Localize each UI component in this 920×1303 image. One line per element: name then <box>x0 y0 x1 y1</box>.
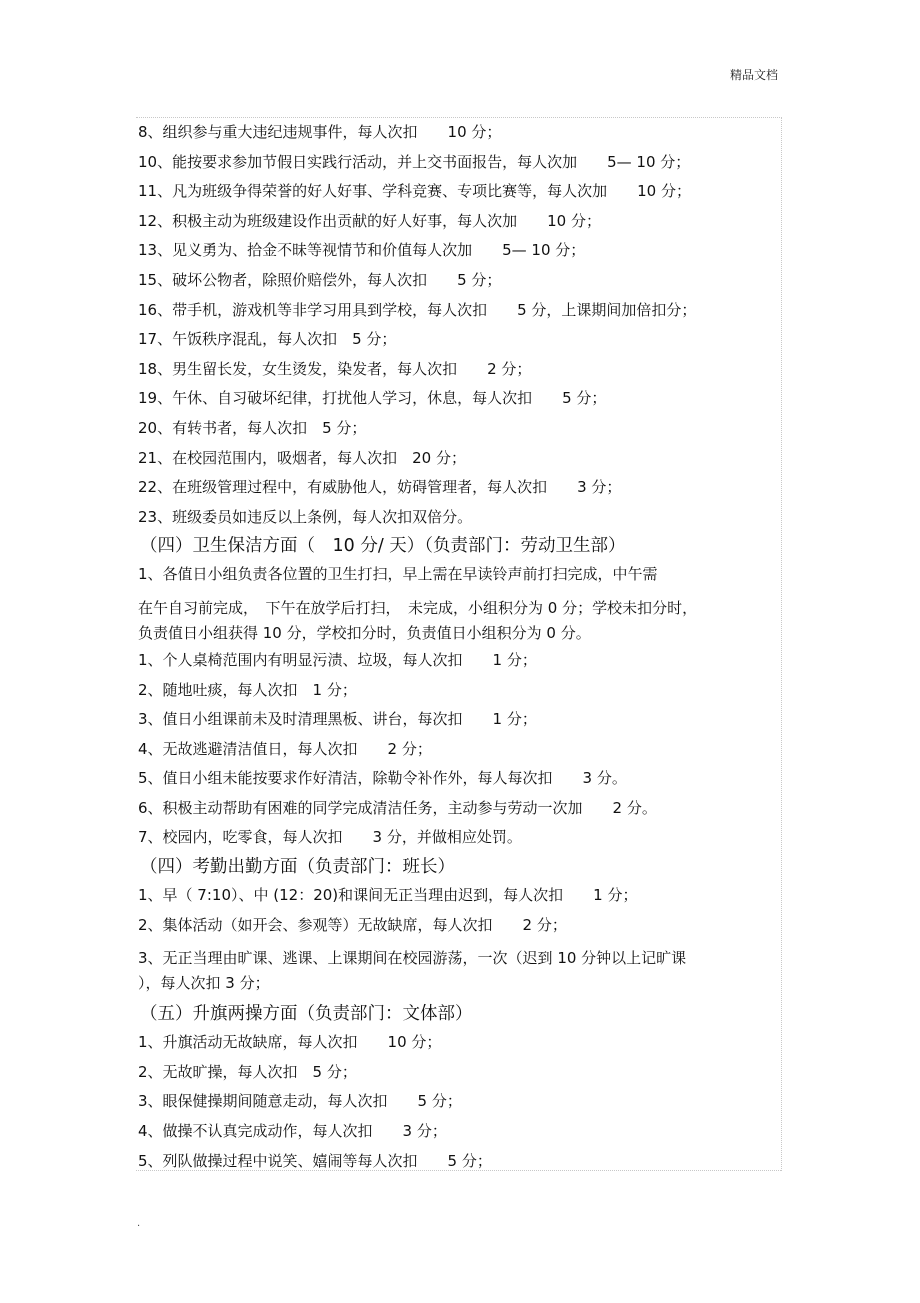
rule-line: 8、组织参与重大违纪违规事件，每人次扣 10 分； <box>138 123 502 141</box>
rule-line: 18、男生留长发，女生烫发，染发者，每人次扣 2 分； <box>138 359 532 378</box>
rule-line: 2、集体活动（如开会、参观等）无故缺席，每人次扣 2 分； <box>138 915 567 934</box>
rule-line: 11、凡为班级争得荣誉的好人好事、学科竞赛、专项比赛等，每人次加 10 分； <box>138 182 691 201</box>
paragraph-line: 在午自习前完成， 下午在放学后打扫， 未完成，小组积分为 0 分；学校未扣分时， <box>138 598 698 617</box>
rule-line: 2、随地吐痰，每人次扣 1 分； <box>138 680 357 699</box>
section-heading-attendance: （四）考勤出勤方面（负责部门：班长） <box>140 857 455 878</box>
rule-line: 19、午休、自习破坏纪律，打扰他人学习，休息，每人次扣 5 分； <box>138 389 607 408</box>
footer-mark: . <box>137 1218 141 1229</box>
rule-line: 15、破坏公物者，除照价赔偿外，每人次扣 5 分； <box>138 270 502 289</box>
rule-line-continued: ），每人次扣 3 分； <box>138 974 270 993</box>
rule-line: 1、早（ 7:10）、中 (12：20)和课间无正当理由迟到，每人次扣 1 分； <box>138 886 638 905</box>
paragraph-line: 负责值日小组获得 10 分，学校扣分时，负责值日小组积分为 0 分。 <box>138 623 591 642</box>
rule-line: 13、见义勇为、拾金不昧等视情节和价值每人次加 5— 10 分； <box>138 241 586 260</box>
rule-line: 3、无正当理由旷课、逃课、上课期间在校园游荡，一次（迟到 10 分钟以上记旷课 <box>138 949 687 968</box>
rule-line: 6、积极主动帮助有困难的同学完成清洁任务，主动参与劳动一次加 2 分。 <box>138 798 657 817</box>
rule-line: 2、无故旷操，每人次扣 5 分； <box>138 1062 357 1081</box>
rule-line: 5、列队做操过程中说笑、嬉闹等每人次扣 5 分； <box>138 1151 492 1170</box>
rule-line: 21、在校园范围内，吸烟者，每人次扣 20 分； <box>138 448 466 467</box>
rule-line: 5、值日小组未能按要求作好清洁，除勒令补作外，每人每次扣 3 分。 <box>138 769 627 788</box>
rule-line: 20、有转书者，每人次扣 5 分； <box>138 418 367 437</box>
document-body <box>138 118 778 1176</box>
rule-line: 1、升旗活动无故缺席，每人次扣 10 分； <box>138 1033 442 1052</box>
section-heading-hygiene: （四）卫生保洁方面（ 10 分/ 天）（负责部门：劳动卫生部） <box>140 536 626 557</box>
rule-line: 3、值日小组课前未及时清理黑板、讲台，每次扣 1 分； <box>138 710 537 729</box>
rule-line: 10、能按要求参加节假日实践行活动，并上交书面报告，每人次加 5— 10 分； <box>138 152 691 171</box>
rule-line: 12、积极主动为班级建设作出贡献的好人好事，每人次加 10 分； <box>138 211 601 230</box>
rule-line: 4、无故逃避清洁值日，每人次扣 2 分； <box>138 739 432 758</box>
rule-line: 22、在班级管理过程中，有威胁他人，妨碍管理者，每人次扣 3 分； <box>138 478 622 497</box>
rule-line: 4、做操不认真完成动作，每人次扣 3 分； <box>138 1122 447 1141</box>
watermark-text: 精品文档 <box>730 68 779 82</box>
rule-line: 7、校园内，吃零食，每人次扣 3 分，并做相应处罚。 <box>138 828 522 847</box>
paragraph-line: 1、各值日小组负责各位置的卫生打扫，早上需在早读铃声前打扫完成，中午需 <box>138 565 658 584</box>
rule-line: 16、带手机，游戏机等非学习用具到学校，每人次扣 5 分，上课期间加倍扣分； <box>138 300 697 319</box>
rule-line: 23、班级委员如违反以上条例，每人次扣双倍分。 <box>138 507 473 526</box>
rule-line: 3、眼保健操期间随意走动，每人次扣 5 分； <box>138 1092 462 1111</box>
rule-line: 1、个人桌椅范围内有明显污渍、垃圾，每人次扣 1 分； <box>138 650 537 669</box>
section-heading-flag-exercise: （五）升旗两操方面（负责部门：文体部） <box>140 1004 473 1025</box>
rule-line: 17、午饭秩序混乱，每人次扣 5 分； <box>138 330 397 349</box>
